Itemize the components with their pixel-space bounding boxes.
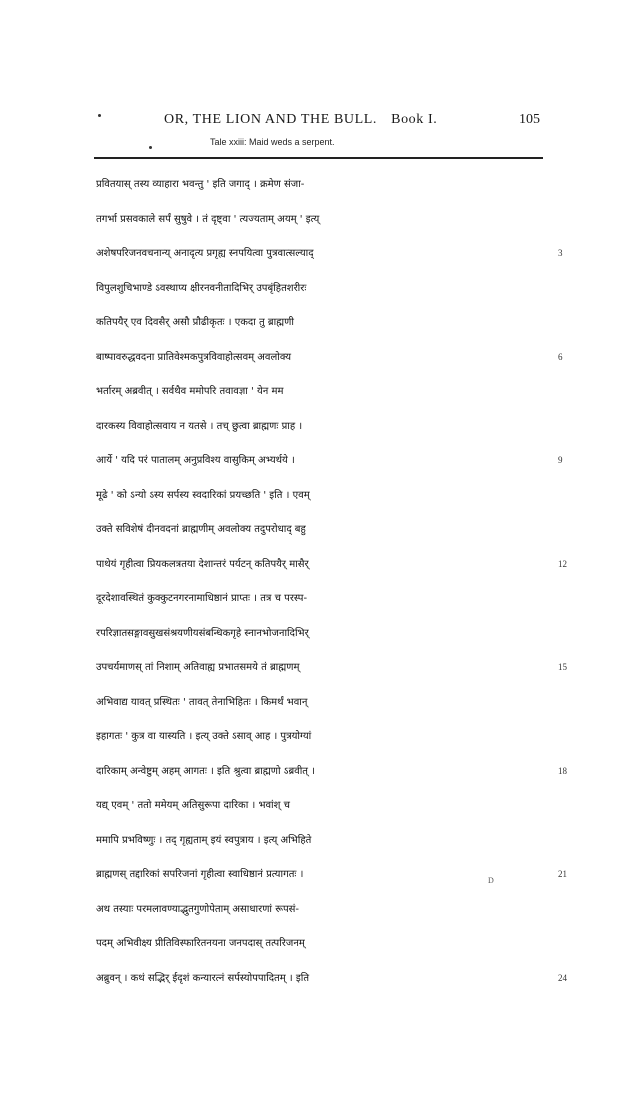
text-line: पदम् अभिवीक्ष्य प्रीतिविस्फारितनयना जनपदास् तत्परिजनम् bbox=[96, 938, 305, 949]
ink-dot bbox=[98, 114, 101, 117]
text-line: ब्राह्मणस् तद्दारिकां सपरिजनां गृहीत्वा स्वाधिष्ठानं प्रत्यागतः । bbox=[96, 869, 304, 880]
margin-line-number: 18 bbox=[558, 765, 567, 776]
header-rule bbox=[94, 157, 543, 159]
text-line: दारकस्य विवाहोत्सवाय न यतसे । तच् छुत्वा ब्राह्मणः प्राह । bbox=[96, 420, 303, 432]
book-label: Book I. bbox=[391, 112, 438, 127]
page-number: 105 bbox=[519, 112, 540, 127]
margin-line-number: 15 bbox=[558, 662, 567, 672]
text-line: अब्रुवन् । कथं सद्भिर् ईदृशं कन्यारत्नं सर्पस्योपपादितम् । इति bbox=[96, 972, 310, 984]
tale-subheading: Tale xxiii: Maid weds a serpent. bbox=[210, 137, 335, 147]
margin-line-number: 9 bbox=[558, 455, 563, 465]
text-line: तगर्भा प्रसवकाले सर्पं सुषुवे । तं दृष्ट्वा ' त्यज्यताम् अयम् ' इत्य् bbox=[96, 213, 320, 225]
text-line: यद्य् एवम् ' ततो ममेयम् अतिसुरूपा दारिका । भवांश् च bbox=[96, 800, 290, 811]
text-line: अथ तस्याः परमलावण्याद्भुतगुणोपेताम् असाधारणां रूपसं- bbox=[96, 903, 300, 915]
text-line: रपरिज्ञातसङ्गावसुखसंश्रयणीयसंबन्धिकगृहे स्नानभोजनादिभिर् bbox=[96, 627, 309, 639]
text-line: कतिपयैर् एव दिवसैर् असौ प्रौढीकृतः । एकदा तु ब्राह्मणी bbox=[96, 317, 294, 328]
text-line: दूरदेशावस्थितं कुक्कुटनगरनामाधिष्ठानं प्राप्तः । तत्र च परस्प- bbox=[96, 593, 308, 604]
text-line: दारिकाम् अन्वेष्टुम् अहम् आगतः । इति श्रुत्वा ब्राह्मणो ऽब्रवीत् । bbox=[96, 765, 315, 777]
text-line: आर्ये ' यदि परं पातालम् अनुप्रविश्य वासुकिम् अभ्यर्थये । bbox=[96, 455, 295, 466]
ink-dot-small bbox=[149, 146, 152, 149]
margin-line-number: 24 bbox=[558, 972, 567, 983]
text-line: विपुलशुचिभाण्डे ऽवस्थाप्य क्षीरनवनीतादिभिर् उपबृंहितशरीरः bbox=[96, 282, 307, 294]
text-line: अशेषपरिजनवचनान्य् अनादृत्य प्रगृह्य स्नपयित्वा पुत्रवात्सल्याद् bbox=[96, 248, 314, 259]
margin-line-number: 6 bbox=[558, 351, 563, 362]
text-line: उक्ते सविशेषं दीनवदनां ब्राह्मणीम् अवलोक्य तदुपरोधाद् बहु bbox=[96, 524, 306, 535]
text-line: ममापि प्रभविष्णुः । तद् गृह्यताम् इयं स्वपुत्राय । इत्य् अभिहिते bbox=[96, 834, 312, 846]
margin-line-number: 21 bbox=[558, 869, 567, 879]
text-line: बाष्पावरुद्धवदना प्रातिवेश्मकपुत्रविवाहोत्सवम् अवलोक्य bbox=[96, 351, 292, 363]
text-line: उपचर्यमाणस् तां निशाम् अतिवाह्य प्रभातसमये तं ब्राह्मणम् bbox=[96, 662, 300, 673]
footer-mark: D bbox=[488, 876, 494, 885]
margin-line-number: 12 bbox=[558, 558, 567, 569]
text-line: इहागतः ' कुत्र वा यास्यति । इत्य् उक्ते ऽसाव् आह । पुत्रयोग्यां bbox=[96, 731, 312, 742]
running-title: OR, THE LION AND THE BULL. bbox=[164, 112, 378, 127]
text-line: अभिवाद्य यावत् प्रस्थितः ' तावत् तेनाभिहितः । किमर्थं भवान् bbox=[96, 696, 308, 708]
text-line: पाथेयं गृहीत्वा प्रियकलत्रतया देशान्तरं पर्यटन् कतिपयैर् मासैर् bbox=[96, 558, 309, 570]
text-line: भर्तारम् अब्रवीत् । सर्वथैव ममोपरि तवावज्ञा ' येन मम bbox=[96, 386, 284, 397]
running-head bbox=[164, 112, 437, 128]
text-line: प्रवितयास् तस्य व्याहारा भवन्तु ' इति जगाद् । क्रमेण संजा- bbox=[96, 179, 305, 190]
margin-line-number: 3 bbox=[558, 248, 563, 258]
sanskrit-text-block bbox=[96, 168, 551, 996]
text-line: मूढे ' को ऽन्यो ऽस्य सर्पस्य स्वदारिकां प्रयच्छति ' इति । एवम् bbox=[96, 489, 310, 501]
